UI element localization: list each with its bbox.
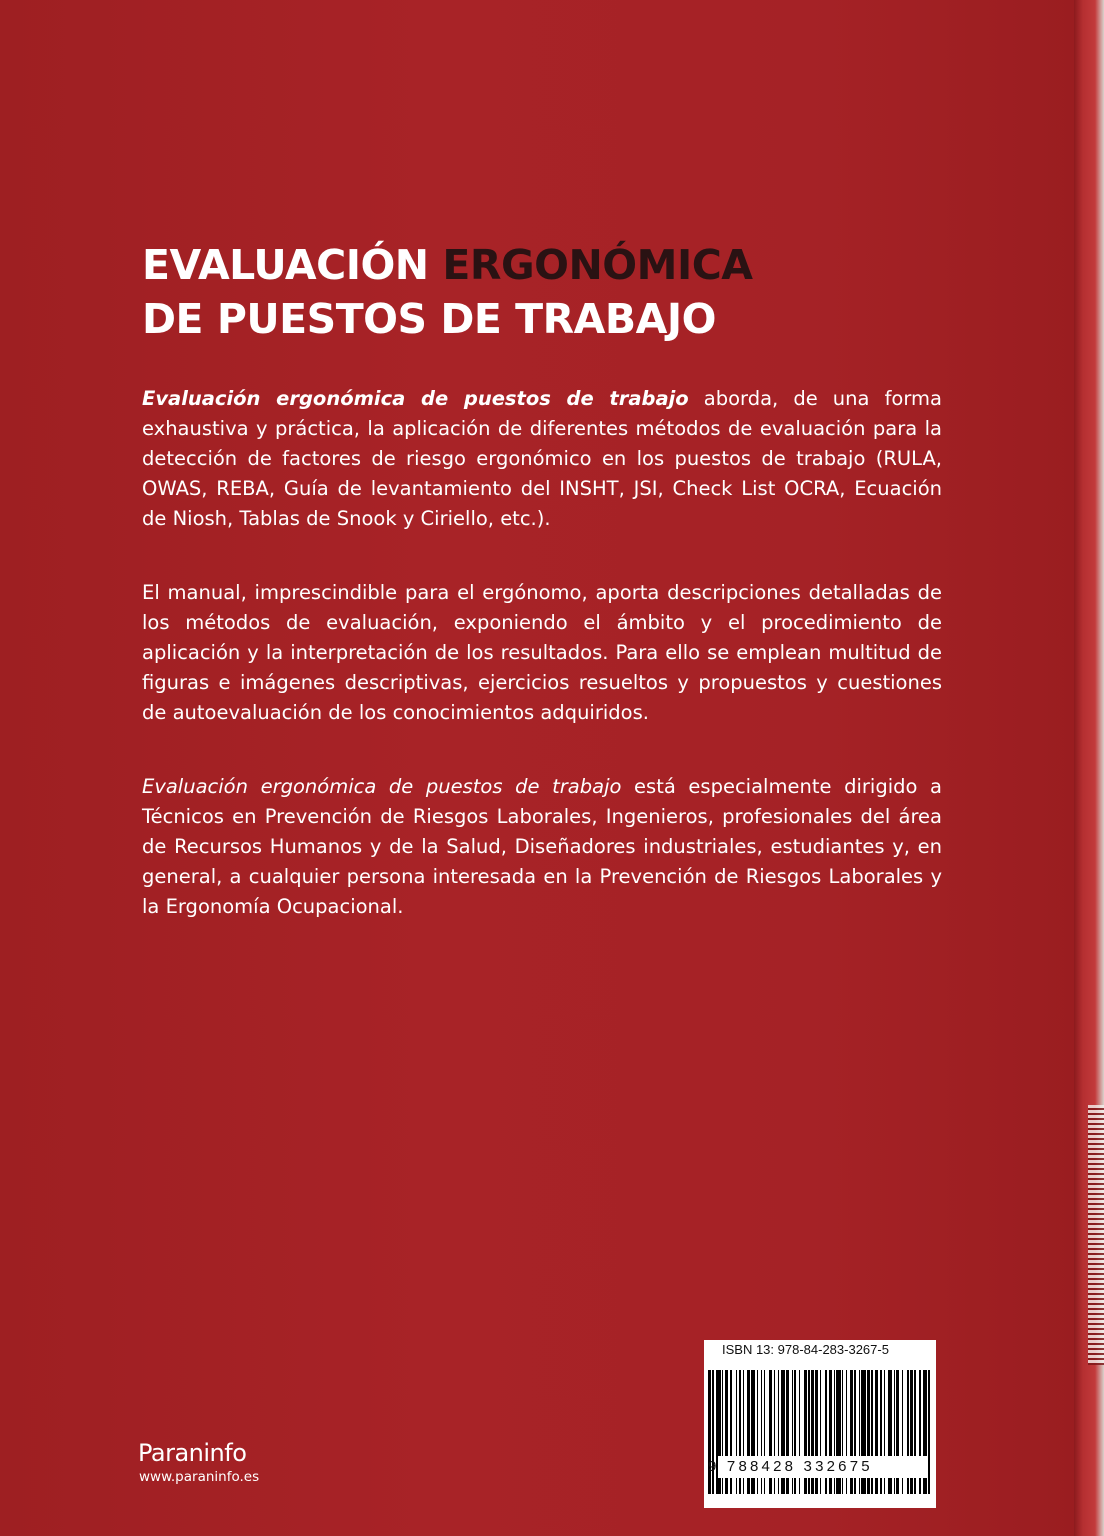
title-line2: DE PUESTOS DE TRABAJO [142, 295, 716, 343]
barcode-bar [928, 1370, 929, 1494]
publisher-name: Paraninfo [138, 1439, 247, 1467]
book-title-italic-bold: Evaluación ergonómica de puestos de trabajo [142, 387, 689, 410]
title-line1-accent: ERGONÓMICA [442, 241, 753, 289]
isbn-label: ISBN 13: 978-84-283-3267-5 [722, 1342, 889, 1357]
book-title [142, 238, 962, 346]
book-title-italic: Evaluación ergonómica de puestos de trabajo [142, 775, 622, 798]
description-paragraph-2: El manual, imprescindible para el ergónomo, aporta descripciones detalladas de los métodos de evaluación, exponiendo el ámbito y el procedimiento de aplicación y la interpretación de los resultados. Para ello se emplean multitud de figuras e imágenes descriptivas, ejercicios resueltos y propuestos y cuestiones de autoevaluación de los conocimientos adquiridos. [142, 581, 942, 724]
description-paragraph-3 [142, 772, 942, 922]
isbn-barcode-box [704, 1340, 936, 1508]
description-paragraph-1 [142, 384, 942, 534]
spine-marks [1088, 1105, 1104, 1365]
title-line1-white: EVALUACIÓN [142, 241, 429, 289]
paragraph-1-text: aborda, de una forma exhaustiva y práctica, la aplicación de diferentes métodos de evaluación para la detección de factores de riesgo ergonómico en los puestos de trabajo (RULA, OWAS, REBA, Guía de levantamiento del INSHT, JSI, Check List OCRA, Ecuación de Niosh, Tablas de Snook y Ciriello, etc.). [142, 387, 942, 530]
paragraph-3-text: está especialmente dirigido a Técnicos en Prevención de Riesgos Laborales, Ingenieros, profesionales del área de Recursos Humanos y de la Salud, Diseñadores industriales, estudiantes y, en general, a cualquier persona interesada en la Prevención de Riesgos Laborales y la Ergonomía Ocupacional. [142, 775, 942, 918]
barcode-digits: 9 788428 332675 [708, 1458, 873, 1475]
publisher-url: www.paraninfo.es [139, 1469, 260, 1485]
publisher-logo [138, 1438, 259, 1486]
